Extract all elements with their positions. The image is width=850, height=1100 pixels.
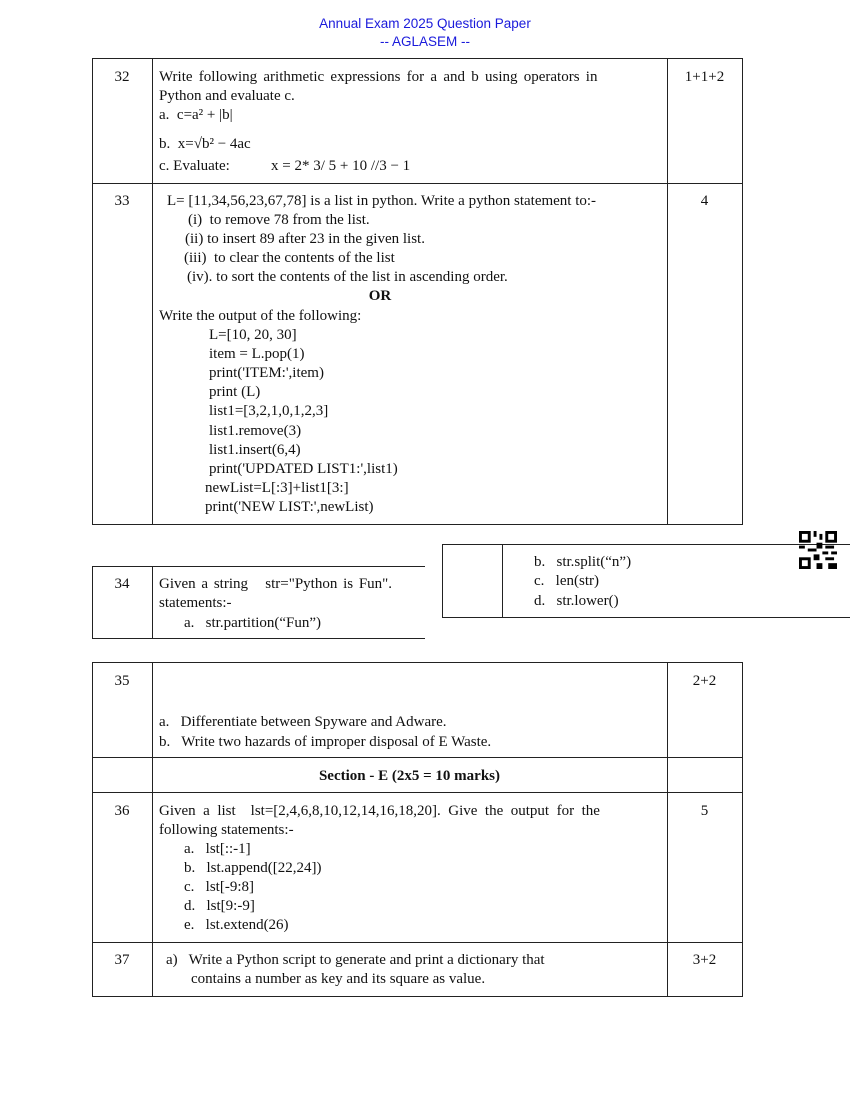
q33-line: (i) to remove 78 from the list.: [188, 212, 370, 228]
code-line: item = L.pop(1): [209, 346, 305, 362]
q33-or: OR: [368, 288, 392, 304]
q36-line: c. lst[-9:8]: [184, 879, 254, 895]
q32-number: 32: [114, 69, 130, 85]
q36-line: following statements:-: [159, 822, 294, 838]
q34-line: statements:-: [159, 595, 232, 611]
divider: [667, 58, 668, 525]
code-line: list1.insert(6,4): [209, 442, 301, 458]
q33-line: (iv). to sort the contents of the list in ascending order.: [187, 269, 508, 285]
q32-line: Python and evaluate c.: [159, 88, 295, 104]
q34-cont-line: b. str.split(“n”): [534, 554, 632, 570]
code-line: list1.remove(3): [209, 423, 302, 439]
q34-cont-line: d. str.lower(): [534, 593, 619, 609]
divider: [92, 757, 743, 758]
q32-line: c. Evaluate: x = 2* 3/ 5 + 10 //3 − 1: [159, 158, 411, 174]
divider: [92, 638, 425, 639]
q34-number: 34: [114, 576, 130, 592]
divider: [442, 617, 850, 618]
section-e-heading: Section - E (2x5 = 10 marks): [318, 768, 501, 784]
q33-line: L= [11,34,56,23,67,78] is a list in python. Write a python statement to:-: [167, 193, 597, 209]
q33-alt-intro: Write the output of the following:: [159, 308, 362, 324]
q33-line: (iii) to clear the contents of the list: [184, 250, 395, 266]
q32-line: a. c=a² + |b|: [159, 107, 233, 123]
q35-number: 35: [114, 673, 130, 689]
code-line: print('UPDATED LIST1:',list1): [209, 461, 398, 477]
divider: [442, 544, 850, 545]
divider: [92, 566, 425, 567]
q34-cont-line: c. len(str): [534, 573, 599, 589]
q37-line: contains a number as key and its square as value.: [191, 971, 486, 987]
q36-line: b. lst.append([22,24]): [184, 860, 322, 876]
divider: [92, 183, 743, 184]
q34-line: a. str.partition(“Fun”): [184, 615, 322, 631]
divider: [92, 942, 743, 943]
divider: [502, 544, 503, 618]
q37-marks: 3+2: [692, 952, 717, 968]
q33-marks: 4: [700, 193, 709, 209]
q36-line: a. lst[::-1]: [184, 841, 251, 857]
q36-line: e. lst.extend(26): [184, 917, 289, 933]
q36-line: Given a list lst=[2,4,6,8,10,12,14,16,18,20]. Give the output for the: [159, 803, 600, 819]
q36-number: 36: [114, 803, 130, 819]
q37-number: 37: [114, 952, 130, 968]
header-subtitle: -- AGLASEM --: [379, 34, 470, 49]
divider: [442, 544, 443, 618]
divider: [667, 662, 668, 997]
divider: [152, 662, 153, 997]
divider: [92, 792, 743, 793]
header-title: Annual Exam 2025 Question Paper: [319, 16, 531, 31]
code-line: print('NEW LIST:',newList): [205, 499, 374, 515]
qr-code-icon: [799, 531, 837, 569]
q32-marks: 1+1+2: [684, 69, 725, 85]
q33-line: (ii) to insert 89 after 23 in the given list.: [185, 231, 425, 247]
q34-line: Given a string str="Python is Fun".: [159, 576, 393, 592]
q36-line: d. lst[9:-9]: [184, 898, 255, 914]
q35-marks: 2+2: [692, 673, 717, 689]
q37-line: a) Write a Python script to generate and print a dictionary that: [166, 952, 545, 968]
divider: [152, 566, 153, 639]
q32-line: Write following arithmetic expressions for a and b using operators in: [159, 69, 598, 85]
q35-line: a. Differentiate between Spyware and Adware.: [159, 714, 447, 730]
q36-marks: 5: [700, 803, 709, 819]
code-line: list1=[3,2,1,0,1,2,3]: [209, 403, 329, 419]
q32-line: b. x=√b² − 4ac: [159, 136, 251, 152]
code-line: newList=L[:3]+list1[3:]: [205, 480, 349, 496]
code-line: L=[10, 20, 30]: [209, 327, 297, 343]
code-line: print (L): [209, 384, 261, 400]
code-line: print('ITEM:',item): [209, 365, 324, 381]
q35-line: b. Write two hazards of improper disposal of E Waste.: [159, 734, 492, 750]
q33-number: 33: [114, 193, 130, 209]
